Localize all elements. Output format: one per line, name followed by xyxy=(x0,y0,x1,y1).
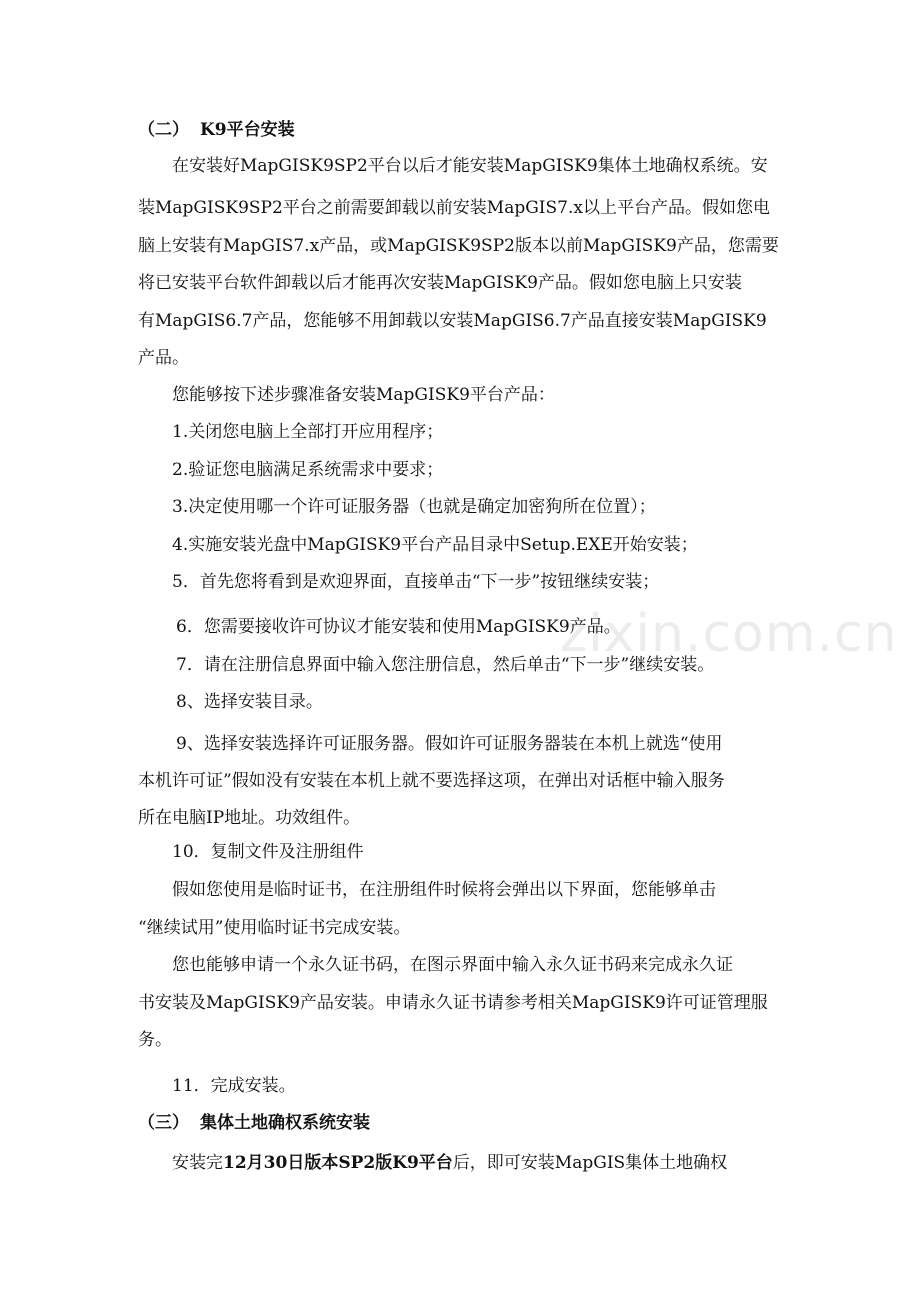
step-item: 9、选择安装选择许可证服务器。假如许可证服务器装在本机上就选“使用 xyxy=(176,734,723,754)
paragraph-line: 您也能够申请一个永久证书码，在图示界面中输入永久证书码来完成永久证 xyxy=(172,955,733,975)
step-item: 2.验证您电脑满足系统需求中要求； xyxy=(172,460,444,480)
paragraph-line: 产品。 xyxy=(138,348,189,368)
paragraph-line xyxy=(172,1151,788,1175)
step-item: 3.决定使用哪一个许可证服务器（也就是确定加密狗所在位置）； xyxy=(172,497,656,517)
step-item: 4.实施安装光盘中MapGISK9平台产品目录中Setup.EXE开始安装； xyxy=(172,535,698,555)
paragraph-line: 脑上安装有MapGIS7.x产品，或MapGISK9SP2版本以前MapGISK9产品，您需要 xyxy=(138,236,779,256)
bold-text-run: 12月30日版本SP2版K9平台 xyxy=(223,1153,453,1173)
text-run: 后，即可安装MapGIS集体土地确权 xyxy=(452,1153,728,1173)
paragraph-line: “继续试用”使用临时证书完成安装。 xyxy=(138,918,411,938)
section-heading-3 xyxy=(138,1111,788,1135)
step-item: 7．请在注册信息界面中输入您注册信息，然后单击“下一步”继续安装。 xyxy=(176,655,715,675)
section-number: （三） xyxy=(138,1113,189,1133)
text-run: 安装完 xyxy=(172,1153,223,1173)
paragraph-line: 在安装好MapGISK9SP2平台以后才能安装MapGISK9集体土地确权系统。安 xyxy=(172,156,768,176)
section-number: （二） xyxy=(138,120,189,140)
paragraph-line: 务。 xyxy=(138,1030,172,1050)
paragraph-line: 本机许可证”假如没有安装在本机上就不要选择这项，在弹出对话框中输入服务 xyxy=(138,771,725,791)
paragraph-line: 书安装及MapGISK9产品安装。申请永久证书请参考相关MapGISK9许可证管理服 xyxy=(138,993,768,1013)
paragraph-line: 假如您使用是临时证书，在注册组件时候将会弹出以下界面，您能够单击 xyxy=(172,880,716,900)
paragraph-line: 有MapGIS6.7产品，您能够不用卸载以安装MapGIS6.7产品直接安装MapGISK9 xyxy=(138,311,767,331)
paragraph-line: 装MapGISK9SP2平台之前需要卸载以前安装MapGIS7.x以上平台产品。假如您电 xyxy=(138,198,770,218)
step-item: 10．复制文件及注册组件 xyxy=(172,842,364,862)
step-item: 8、选择安装目录。 xyxy=(176,692,323,712)
step-item: 11．完成安装。 xyxy=(172,1076,296,1096)
section-title: 集体土地确权系统安装 xyxy=(200,1113,370,1133)
watermark: zixin.com.cn xyxy=(560,604,898,664)
steps-intro: 您能够按下述步骤准备安装MapGISK9平台产品： xyxy=(172,385,555,405)
section-heading-2 xyxy=(138,118,788,142)
step-item: 5．首先您将看到是欢迎界面，直接单击“下一步”按钮继续安装； xyxy=(172,572,660,592)
paragraph-line: 所在电脑IP地址。功效组件。 xyxy=(138,808,361,828)
section-title: K9平台安装 xyxy=(200,120,295,140)
paragraph-line: 将已安装平台软件卸载以后才能再次安装MapGISK9产品。假如您电脑上只安装 xyxy=(138,273,742,293)
step-item: 6．您需要接收许可协议才能安装和使用MapGISK9产品。 xyxy=(176,617,621,637)
step-item: 1.关闭您电脑上全部打开应用程序； xyxy=(172,422,444,442)
